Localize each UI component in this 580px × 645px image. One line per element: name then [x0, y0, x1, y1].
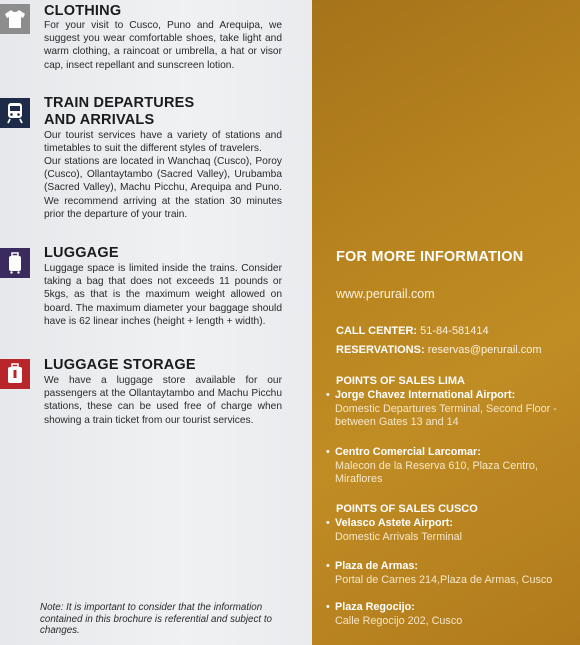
train-text-1: Our tourist services have a variety of stations and timetables to suit the different styles of travelers.: [44, 130, 282, 155]
bullet: •: [326, 560, 330, 572]
point-name: Plaza Regocijo:: [335, 601, 415, 613]
point-name: Velasco Astete Airport:: [335, 517, 454, 529]
luggage-text: Luggage space is limited inside the trains. Consider taking a bag that does not exceeds 11 pounds or 5kgs, as that is the maximum weight allowed on board. The maximum diameter your baggage should have is 62 linear inches (height + length + width).: [44, 263, 282, 327]
point-address: Domestic Departures Terminal, Second Floor - between Gates 13 and 14: [335, 402, 557, 428]
point-name: Centro Comercial Larcomar:: [335, 446, 481, 458]
point-address: Domestic Arrivals Terminal: [335, 530, 462, 543]
luggage-storage-title: LUGGAGE STORAGE: [44, 357, 196, 373]
cusco-heading: POINTS OF SALES CUSCO: [336, 503, 478, 515]
bullet: •: [326, 446, 330, 458]
luggage-title: LUGGAGE: [44, 245, 119, 261]
right-page: [312, 0, 580, 645]
point-address: Malecon de la Reserva 610, Plaza Centro, Miraflores: [335, 459, 538, 485]
train-icon: [0, 98, 30, 128]
point-name: Jorge Chavez International Airport:: [335, 389, 516, 401]
lima-point-larcomar: [326, 446, 571, 487]
train-title-line1: TRAIN DEPARTURES: [44, 95, 195, 111]
luggage-storage-text: We have a luggage store available for our passengers at the Ollantaytambo and Machu Picchu stations, these can be used free of charge when showing a train ticket from our tourist services.: [44, 375, 282, 426]
shirt-icon: [0, 4, 30, 34]
train-title-line2: AND ARRIVALS: [44, 112, 155, 128]
call-center: [336, 325, 489, 337]
clothing-text: For your visit to Cusco, Puno and Arequipa, we suggest you wear comfortable shoes, take light and warm clothing, a raincoat or umbrella, a hat or visor cap, insect repellant and sunscreen lotion.: [44, 20, 282, 71]
reservations-label: RESERVATIONS:: [336, 344, 425, 356]
bullet: •: [326, 517, 330, 529]
train-text-2: Our stations are located in Wanchaq (Cusco), Poroy (Cusco), Ollantaytambo (Sacred Valley), Urubamba (Sacred Valley), Machu Picchu, Arequipa and Puno. We recommend arriving at the station 30 minutes prior the departure of your train.: [44, 156, 282, 220]
point-address: Portal de Carnes 214,Plaza de Armas, Cusco: [335, 573, 553, 586]
point-address: Calle Regocijo 202, Cusco: [335, 614, 463, 627]
call-center-number[interactable]: 51-84-581414: [420, 325, 489, 337]
cusco-point-plaza-armas: [326, 560, 571, 587]
reservations: [336, 344, 542, 356]
cusco-point-airport: [326, 517, 571, 544]
info-title: FOR MORE INFORMATION: [336, 249, 524, 265]
lima-heading: POINTS OF SALES LIMA: [336, 375, 465, 387]
suitcase-icon: [0, 248, 30, 278]
call-center-label: CALL CENTER:: [336, 325, 418, 337]
bullet: •: [326, 601, 330, 613]
bullet: •: [326, 389, 330, 401]
cusco-point-regocijo: [326, 601, 571, 628]
lima-point-airport: [326, 389, 571, 430]
disclaimer-note: Note: It is important to consider that the information contained in this brochure is referential and subject to changes.: [40, 602, 272, 636]
clothing-title: CLOTHING: [44, 3, 122, 19]
reservations-email[interactable]: reservas@perurail.com: [427, 344, 542, 356]
luggage-storage-icon: [0, 359, 30, 389]
website-link[interactable]: www.perurail.com: [336, 287, 435, 301]
point-name: Plaza de Armas:: [335, 560, 419, 572]
